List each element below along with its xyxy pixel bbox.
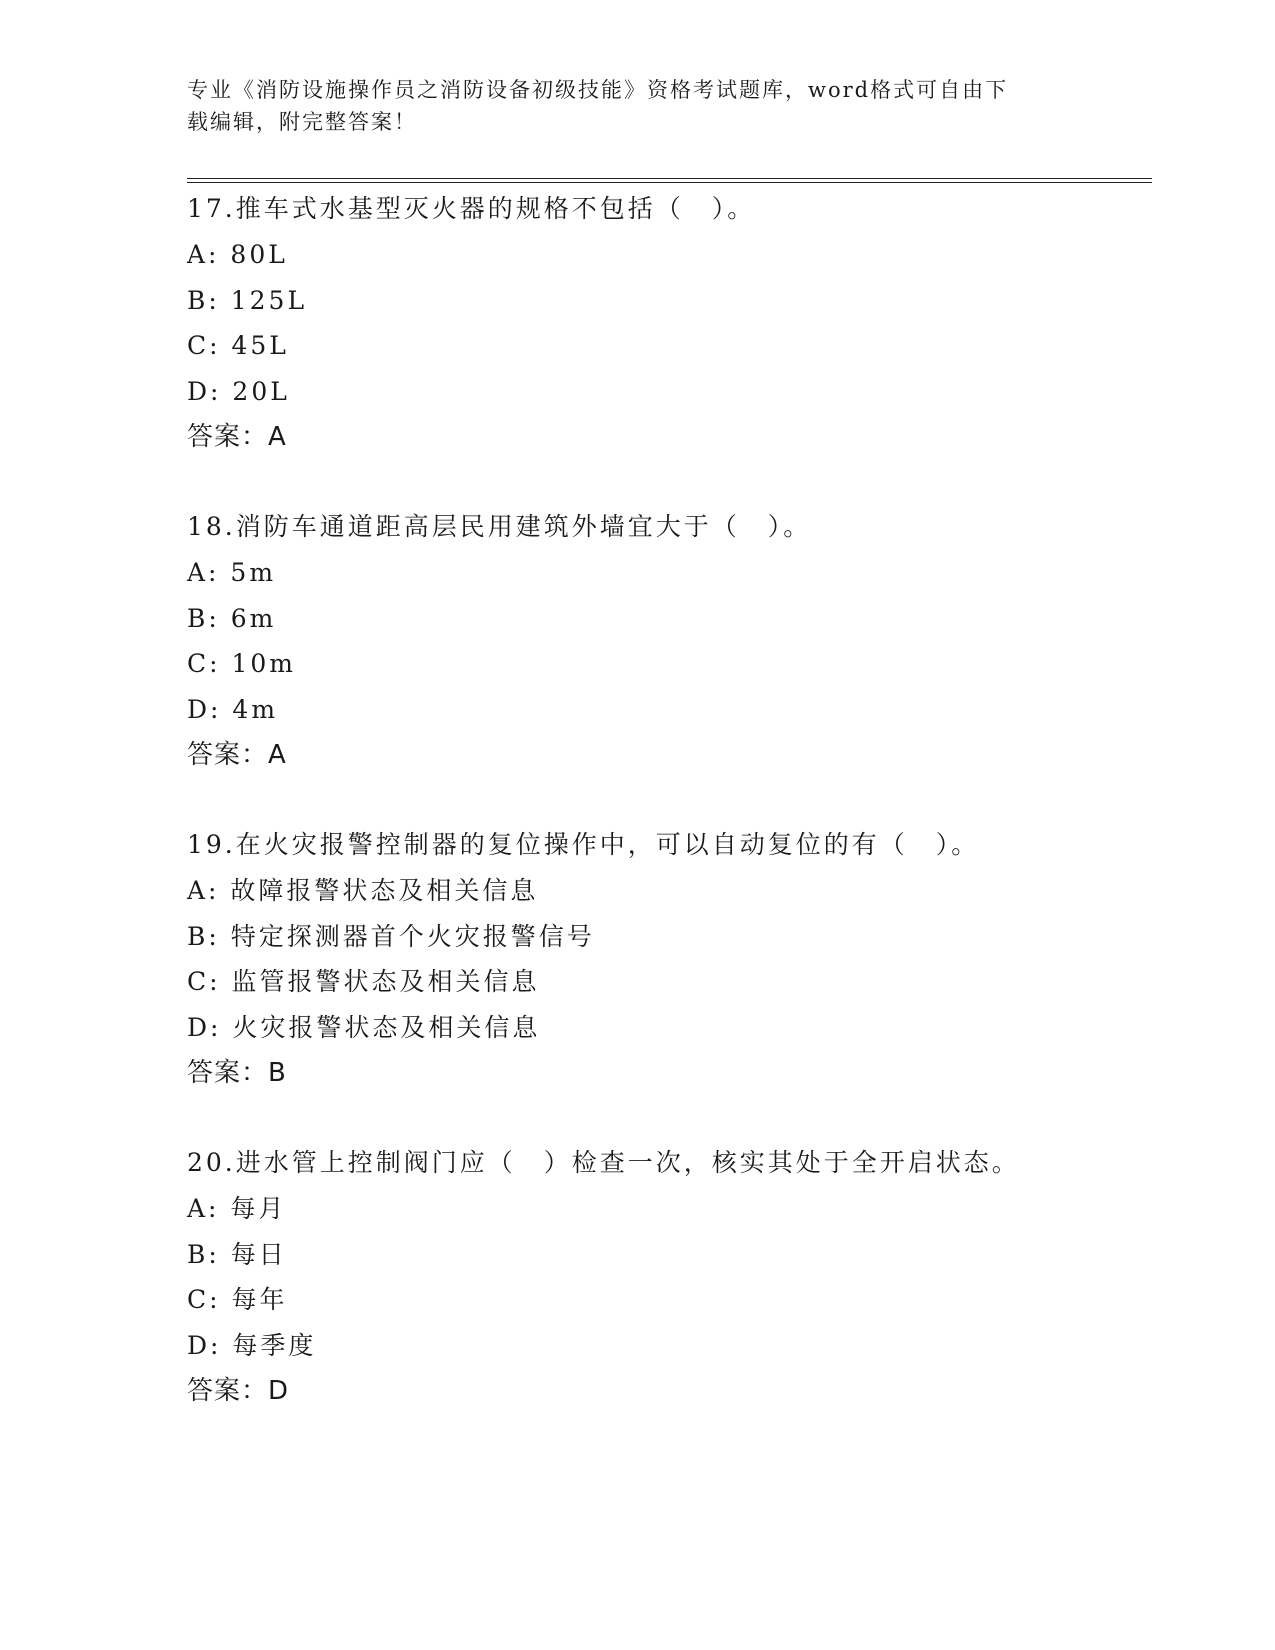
answer: 答案：A — [187, 422, 287, 452]
answer: 答案：B — [187, 1058, 287, 1088]
question-stem: 17.推车式水基型灭火器的规格不包括（ ）。 — [187, 194, 756, 223]
question-stem: 18.消防车通道距高层民用建筑外墙宜大于（ ）。 — [187, 512, 812, 541]
option-c: C: 45L — [187, 331, 289, 360]
option-c: C: 监管报警状态及相关信息 — [187, 967, 540, 996]
question-19 — [187, 822, 1187, 1096]
option-a: A: 每月 — [187, 1194, 287, 1223]
answer: 答案：A — [187, 740, 287, 770]
answer: 答案：D — [187, 1376, 290, 1406]
document-header — [187, 74, 1067, 138]
option-a: A: 5m — [187, 558, 277, 587]
option-b: B: 125L — [187, 285, 308, 315]
option-a: A: 80L — [187, 240, 288, 269]
option-c: C: 每年 — [187, 1285, 288, 1314]
option-c: C: 10m — [187, 649, 297, 678]
header-line-2: 载编辑，附完整答案！ — [187, 110, 417, 134]
question-18 — [187, 504, 1187, 778]
header-divider — [187, 178, 1152, 183]
header-line-1: 专业《消防设施操作员之消防设备初级技能》资格考试题库，word格式可自由下 — [187, 78, 1009, 102]
question-stem: 20.进水管上控制阀门应（ ）检查一次，核实其处于全开启状态。 — [187, 1148, 1020, 1177]
option-d: D: 20L — [187, 376, 290, 406]
question-17 — [187, 186, 1187, 460]
question-stem: 19.在火灾报警控制器的复位操作中，可以自动复位的有（ ）。 — [187, 830, 980, 859]
question-20 — [187, 1140, 1187, 1414]
option-b: B: 6m — [187, 603, 277, 633]
option-d: D: 火灾报警状态及相关信息 — [187, 1012, 541, 1042]
option-b: B: 特定探测器首个火灾报警信号 — [187, 921, 595, 951]
option-b: B: 每日 — [187, 1239, 287, 1269]
option-d: D: 4m — [187, 694, 279, 724]
option-d: D: 每季度 — [187, 1330, 317, 1360]
option-a: A: 故障报警状态及相关信息 — [187, 876, 539, 905]
